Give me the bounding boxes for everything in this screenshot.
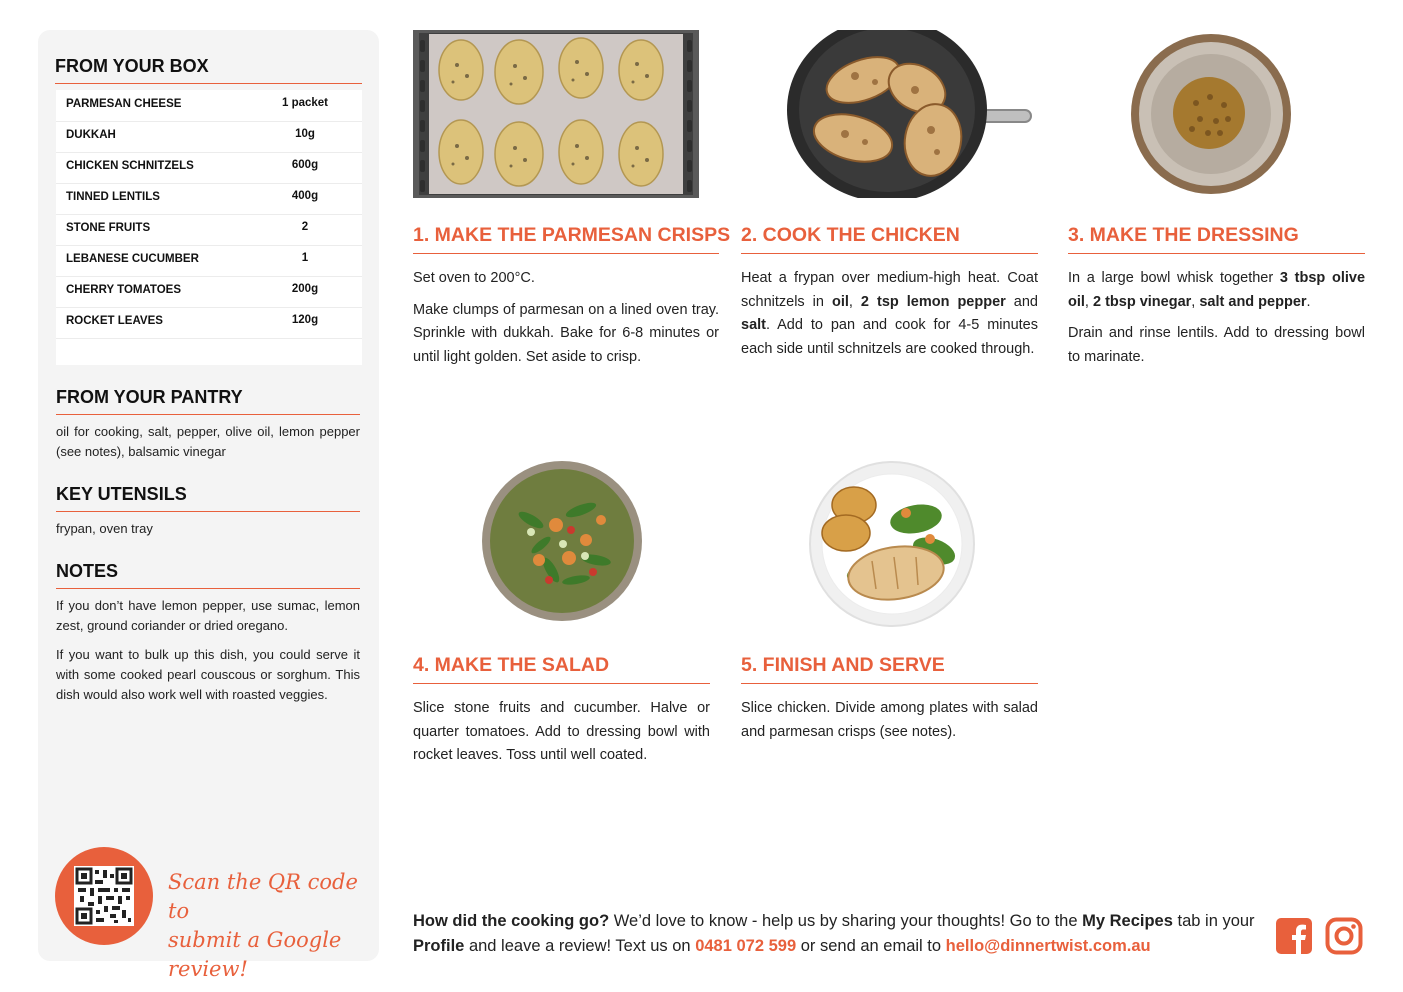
notes-title: NOTES bbox=[56, 561, 360, 589]
text-run: . bbox=[1306, 293, 1311, 310]
table-row bbox=[56, 214, 362, 246]
step-1-paragraph-1: Set oven to 200°C. bbox=[413, 270, 535, 286]
step-1-paragraph-2: Make clumps of parmesan on a lined oven tray. Sprinkle with dukkah. Bake for 6-8 minutes or until light golden. Set aside to crisp. bbox=[413, 301, 719, 365]
bold-run: 2 tbsp vinegar bbox=[1092, 293, 1192, 310]
table-row bbox=[56, 152, 362, 184]
bold-run: salt bbox=[741, 317, 766, 333]
qr-badge[interactable] bbox=[55, 847, 153, 945]
text-run: . Add to pan and cook for 4-5 minutes each side until schnitzels are cooked through. bbox=[741, 317, 1038, 357]
parmesan-crisps-image bbox=[413, 30, 699, 198]
step-1-body bbox=[413, 267, 719, 377]
table-row bbox=[56, 121, 362, 153]
step-2-title: 2. COOK THE CHICKEN bbox=[741, 224, 1038, 254]
text-run: , bbox=[1084, 293, 1093, 310]
footer-bold: Profile bbox=[413, 937, 465, 955]
ingredient-name: STONE FRUITS bbox=[66, 222, 151, 234]
text-run: Heat a frypan over medium-high heat. Coat schnitzels in bbox=[741, 270, 1038, 310]
table-row bbox=[56, 90, 362, 122]
table-row bbox=[56, 245, 362, 277]
instagram-icon[interactable] bbox=[1325, 917, 1363, 955]
text-run: , bbox=[848, 293, 861, 310]
table-row bbox=[56, 183, 362, 215]
bold-run: oil bbox=[831, 293, 849, 310]
ingredient-qty: 200g bbox=[291, 283, 319, 295]
review-footer bbox=[413, 909, 1263, 959]
facebook-icon[interactable] bbox=[1275, 917, 1313, 955]
footer-bold: My Recipes bbox=[1082, 912, 1173, 930]
from-box-title: FROM YOUR BOX bbox=[55, 56, 362, 84]
text-run: , bbox=[1191, 293, 1200, 310]
step-5-title: 5. FINISH AND SERVE bbox=[741, 654, 1038, 684]
ingredient-name: CHICKEN SCHNITZELS bbox=[66, 160, 194, 172]
footer-text-run: We’d love to know - help us by sharing your thoughts! Go to the bbox=[609, 912, 1083, 930]
step-4-body bbox=[413, 697, 710, 776]
chicken-pan-image bbox=[785, 30, 1035, 198]
footer-bold: How did the cooking go? bbox=[413, 912, 610, 930]
qr-caption bbox=[168, 868, 379, 984]
ingredients-table bbox=[56, 90, 362, 365]
dressing-bowl-image bbox=[1130, 33, 1292, 195]
ingredient-qty: 1 packet bbox=[281, 97, 329, 109]
notes-paragraph-2: If you want to bulk up this dish, you could serve it with some cooked pearl couscous or sorghum. This dish would also work well with roasted veggies. bbox=[56, 647, 360, 702]
ingredient-qty: 2 bbox=[301, 221, 309, 233]
step-4-paragraph: Slice stone fruits and cucumber. Halve or quarter tomatoes. Add to dressing bowl with rocket leaves. Toss until well coated. bbox=[413, 700, 710, 763]
qr-caption-line-2: submit a Google review! bbox=[168, 928, 342, 981]
step-2-paragraph bbox=[741, 267, 1038, 361]
ingredient-qty: 400g bbox=[291, 190, 319, 202]
ingredient-qty: 1 bbox=[301, 252, 309, 264]
step-4-title: 4. MAKE THE SALAD bbox=[413, 654, 710, 684]
ingredient-name: CHERRY TOMATOES bbox=[66, 284, 182, 296]
ingredient-name: LEBANESE CUCUMBER bbox=[66, 253, 199, 265]
ingredient-qty: 600g bbox=[291, 159, 319, 171]
qr-caption-line-1: Scan the QR code to bbox=[168, 870, 358, 923]
pantry-text: oil for cooking, salt, pepper, olive oil, lemon pepper (see notes), balsamic vinegar bbox=[56, 424, 360, 459]
table-row bbox=[56, 307, 362, 339]
text-run: and bbox=[1005, 293, 1038, 310]
step-3-paragraph-1 bbox=[1068, 267, 1365, 314]
ingredient-name: ROCKET LEAVES bbox=[66, 315, 163, 327]
bold-run: salt and pepper bbox=[1199, 293, 1307, 310]
ingredient-name: PARMESAN CHEESE bbox=[66, 98, 182, 110]
footer-text-run: tab in your bbox=[1172, 912, 1255, 930]
ingredient-name: DUKKAH bbox=[66, 129, 116, 141]
bold-run: 2 tsp lemon pepper bbox=[860, 293, 1006, 310]
ingredient-name: TINNED LENTILS bbox=[66, 191, 160, 203]
salad-bowl-image bbox=[481, 460, 643, 622]
step-5-paragraph: Slice chicken. Divide among plates with salad and parmesan crisps (see notes). bbox=[741, 700, 1038, 740]
notes-paragraph-1: If you don’t have lemon pepper, use sumac, lemon zest, ground coriander or dried oregano. bbox=[56, 598, 360, 633]
step-3-body bbox=[1068, 267, 1365, 377]
text-run: In a large bowl whisk together bbox=[1068, 270, 1280, 286]
footer-text-run: and leave a review! Text us on bbox=[464, 937, 696, 955]
step-3-paragraph-2: Drain and rinse lentils. Add to dressing bowl to marinate. bbox=[1068, 325, 1365, 365]
pantry-title: FROM YOUR PANTRY bbox=[56, 387, 360, 415]
table-row bbox=[56, 276, 362, 308]
ingredient-qty: 10g bbox=[295, 128, 315, 140]
step-1-title: 1. MAKE THE PARMESAN CRISPS bbox=[413, 224, 719, 254]
step-5-body bbox=[741, 697, 1038, 752]
footer-text-run: or send an email to bbox=[796, 937, 946, 955]
phone-link[interactable]: 0481 072 599 bbox=[695, 937, 797, 955]
utensils-text: frypan, oven tray bbox=[56, 521, 153, 536]
sidebar bbox=[38, 30, 379, 981]
step-3-title: 3. MAKE THE DRESSING bbox=[1068, 224, 1365, 254]
step-2-body bbox=[741, 267, 1038, 369]
utensils-title: KEY UTENSILS bbox=[56, 484, 360, 512]
plated-dish-image bbox=[806, 461, 978, 627]
ingredient-qty: 120g bbox=[291, 314, 319, 326]
qr-code-icon bbox=[74, 866, 134, 926]
email-link[interactable]: hello@dinnertwist.com.au bbox=[945, 937, 1151, 955]
bold-run: 3 tbsp olive oil bbox=[1068, 270, 1366, 310]
